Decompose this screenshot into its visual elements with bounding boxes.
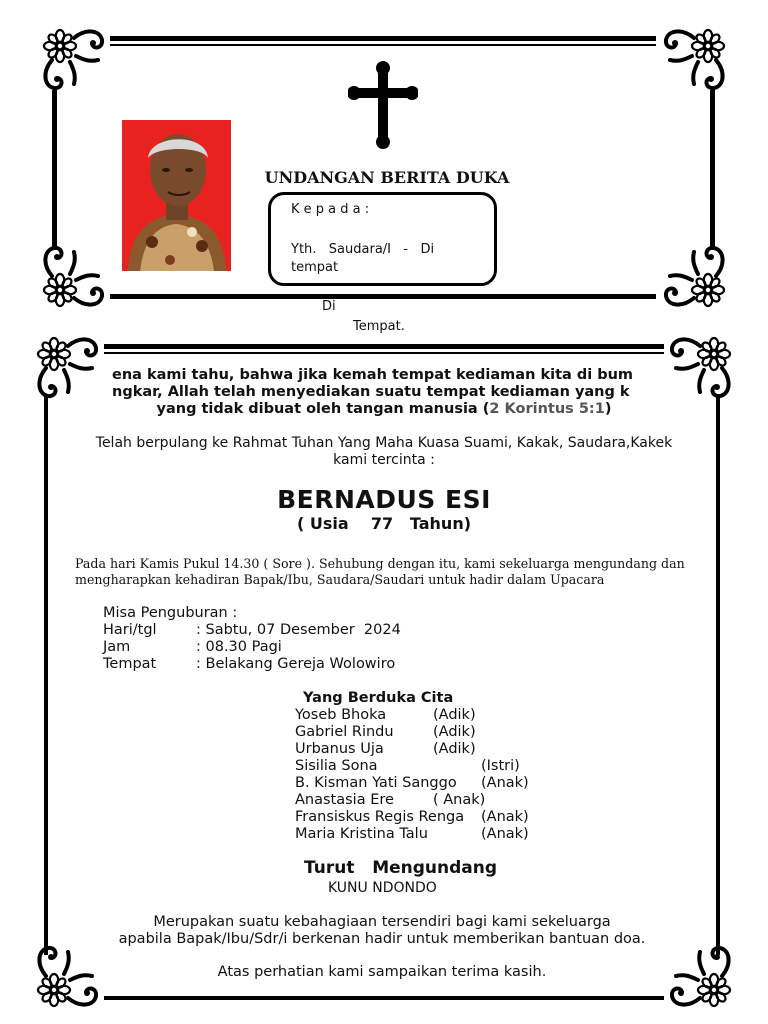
recipient-line-2: tempat [291,260,339,275]
mourner-name: B. Kisman Yati Sanggo [295,775,457,791]
verse-line-1: ena kami tahu, bahwa jika kemah tempat kediaman kita di bum [112,367,634,383]
mourner-name: Maria Kristina Talu [295,826,428,842]
inviter-heading: Turut Mengundang [304,858,498,878]
floral-corner-ornament [662,334,734,406]
cross-icon [348,60,418,150]
verse-close: ) [604,401,612,417]
mourner-relation: (Anak) [481,809,529,825]
event-time-value: : 08.30 Pagi [196,639,282,655]
deceased-photo [122,120,231,271]
deceased-name: BERNADUS ESI [277,485,491,514]
event-place-label: Tempat [103,656,157,672]
invitation-text-line-1: Pada hari Kamis Pukul 14.30 ( Sore ). Sehubung dengan itu, kami sekeluarga mengundang dan [75,556,685,571]
mourners-heading: Yang Berduka Cita [303,690,454,706]
mourner-relation: (Anak) [481,826,529,842]
mourner-relation: ( Anak) [433,792,486,808]
floral-corner-ornament [656,26,728,98]
kepada-label: K e p a d a : [291,202,370,217]
recipient-di: Di [322,299,336,314]
floral-corner-ornament [656,238,728,310]
floral-corner-ornament [34,334,106,406]
recipient-place: Tempat. [353,319,405,334]
verse-reference: 2 Korintus 5:1 [489,401,605,417]
event-heading: Misa Penguburan : [103,605,238,621]
mourner-name: Anastasia Ere [295,792,394,808]
closing-line-1: Merupakan suatu kebahagiaan tersendiri bagi kami sekeluarga [153,914,611,930]
closing-line-2: apabila Bapak/Ibu/Sdr/i berkenan hadir untuk memberikan bantuan doa. [118,931,646,947]
floral-corner-ornament [40,238,112,310]
verse-text: yang tidak dibuat oleh tangan manusia ( [156,401,490,417]
event-time-label: Jam [103,639,131,655]
closing-thanks: Atas perhatian kami sampaikan terima kasih. [217,964,547,980]
mourner-relation: (Anak) [481,775,529,791]
inviter-name: KUNU NDONDO [328,880,437,896]
deceased-age: ( Usia 77 Tahun) [296,514,472,533]
mourner-name: Urbanus Uja [295,741,384,757]
mourner-relation: (Adik) [433,741,476,757]
event-date-label: Hari/tgl [103,622,157,638]
event-place-value: : Belakang Gereja Wolowiro [196,656,396,672]
invitation-text-line-2: mengharapkan kehadiran Bapak/Ibu, Saudara/Saudari untuk hadir dalam Upacara [75,572,605,587]
mourner-name: Gabriel Rindu [295,724,394,740]
announcement-line-1: Telah berpulang ke Rahmat Tuhan Yang Maha Kuasa Suami, Kakak, Saudara,Kakek [95,435,673,451]
recipient-line: Yth. Saudara/I - Di [291,242,435,257]
event-date-value: : Sabtu, 07 Desember 2024 [196,622,401,638]
announcement-line-2: kami tercinta : [333,452,435,468]
mourner-name: Fransiskus Regis Renga [295,809,465,825]
mourner-relation: (Adik) [433,724,476,740]
portrait-image [122,120,231,271]
verse-line-3 [60,401,708,417]
floral-corner-ornament [40,26,112,98]
mourner-name: Yoseb Bhoka [295,707,387,723]
mourner-relation: (Istri) [481,758,520,774]
mourner-relation: (Adik) [433,707,476,723]
invitation-title: UNDANGAN BERITA DUKA [264,168,510,187]
verse-line-2: ngkar, Allah telah menyediakan suatu tempat kediaman yang k [112,384,630,400]
mourner-name: Sisilia Sona [295,758,378,774]
